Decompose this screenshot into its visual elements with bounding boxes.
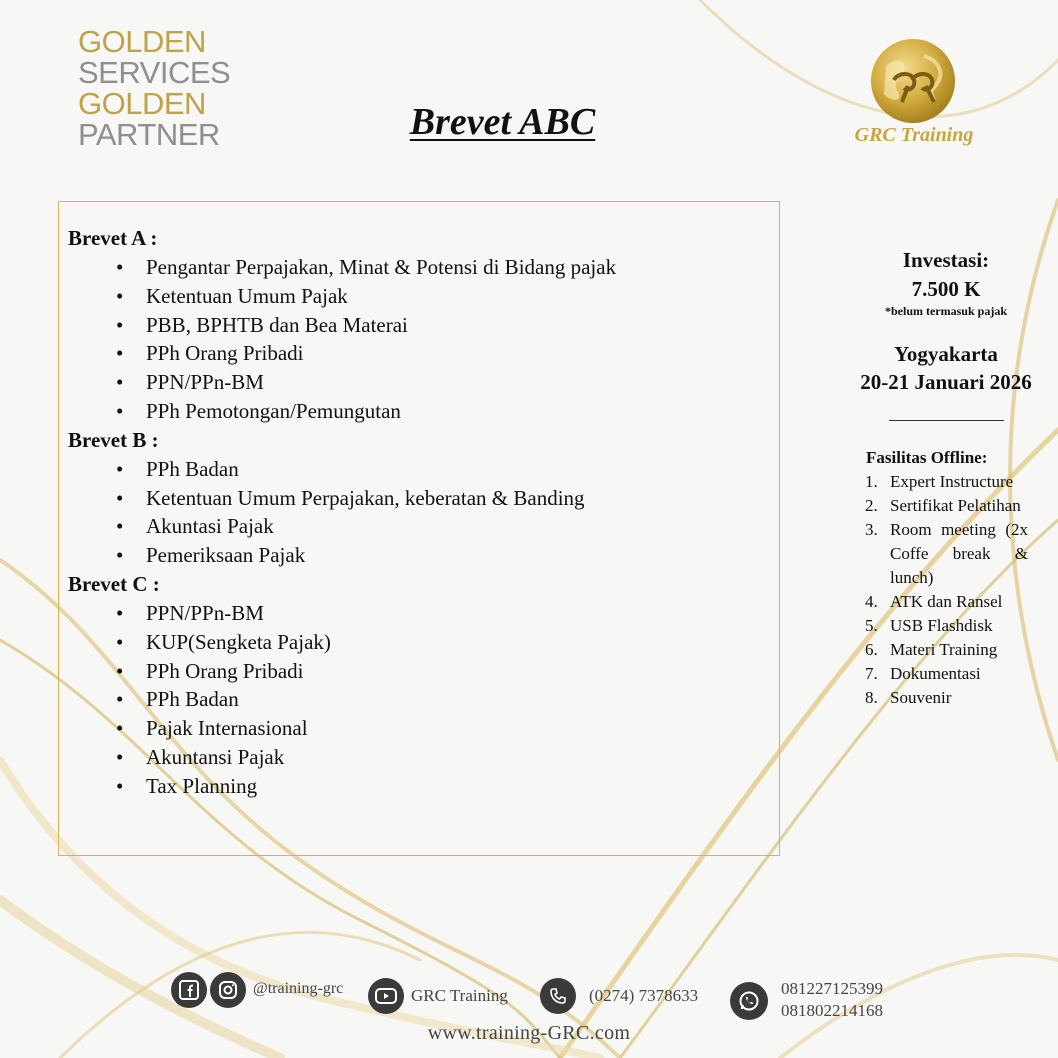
list-item: • PPN/PPn-BM	[116, 600, 264, 625]
list-item: 8. Souvenir	[865, 688, 952, 707]
list-item: 7. Dokumentasi	[865, 664, 981, 683]
whatsapp-icon[interactable]	[730, 982, 768, 1020]
list-item: 1. Expert Instructure	[865, 472, 1014, 491]
list-item: • Pengantar Perpajakan, Minat & Potensi di Bidang pajak	[116, 255, 617, 279]
brand-name: GRC Training	[854, 124, 974, 146]
group-heading: Brevet A :	[68, 226, 158, 250]
facilities-heading: Fasilitas Offline:	[866, 448, 988, 467]
globe-logo-icon	[868, 36, 958, 126]
list-item: 5. USB Flashdisk	[865, 616, 993, 635]
website-link[interactable]: www.training-GRC.com	[427, 1022, 631, 1044]
city-label: Yogyakarta	[894, 342, 998, 366]
list-item: • PBB, BPHTB dan Bea Materai	[116, 312, 408, 337]
list-item: 3. Room meeting (2x Coffe break & lunch)	[865, 520, 1028, 587]
list-item: 6. Materi Training	[865, 640, 998, 659]
tagline-line-1: GOLDEN	[78, 24, 206, 59]
price-value: 7.500 K	[911, 277, 981, 301]
list-item: • PPh Pemotongan/Pemungutan	[116, 398, 401, 423]
whatsapp-number[interactable]: 081802214168	[781, 1001, 883, 1020]
list-item: 2. Sertifikat Pelatihan	[865, 496, 1021, 515]
youtube-channel[interactable]: GRC Training	[411, 986, 508, 1005]
list-item: • Pemeriksaan Pajak	[116, 543, 306, 568]
brevet-c-group	[68, 570, 779, 801]
tagline-line-3: GOLDEN	[78, 86, 206, 121]
list-item: • KUP(Sengketa Pajak)	[116, 629, 331, 654]
phone-icon[interactable]	[540, 978, 576, 1014]
investment-label: Investasi:	[902, 248, 990, 272]
tagline-line-2: SERVICES	[78, 55, 231, 90]
facilities-list	[862, 446, 1028, 710]
syllabus-box	[58, 201, 780, 856]
tagline-line-4: PARTNER	[78, 117, 220, 152]
list-item: 4. ATK dan Ransel	[865, 592, 1003, 611]
brevet-a-group	[68, 224, 779, 426]
page-title: Brevet ABC	[409, 101, 596, 143]
contact-footer	[0, 960, 1058, 1058]
facebook-icon[interactable]	[171, 972, 207, 1008]
group-heading: Brevet C :	[68, 571, 160, 596]
whatsapp-number[interactable]: 081227125399	[781, 979, 883, 998]
social-handle[interactable]: @training-grc	[253, 980, 344, 997]
group-heading: Brevet B :	[68, 427, 159, 452]
list-item: • Tax Planning	[116, 773, 258, 798]
price-info	[838, 246, 1054, 396]
instagram-icon[interactable]	[210, 972, 246, 1008]
list-item: • Akuntansi Pajak	[116, 744, 285, 769]
phone-number[interactable]: (0274) 7378633	[589, 986, 699, 1005]
tax-note: *belum termasuk pajak	[884, 304, 1007, 318]
list-item: • PPh Orang Pribadi	[116, 658, 304, 683]
list-item: • PPh Orang Pribadi	[116, 341, 304, 366]
event-date: 20-21 Januari 2026	[860, 370, 1032, 394]
brevet-b-group	[68, 426, 779, 570]
list-item: • Pajak Internasional	[116, 716, 308, 741]
list-item: • Ketentuan Umum Perpajakan, keberatan & Banding	[116, 485, 585, 510]
whatsapp-numbers	[781, 978, 883, 1022]
grc-brand-logo	[838, 36, 990, 156]
list-item: • PPN/PPn-BM	[116, 370, 264, 395]
list-item: • PPh Badan	[116, 456, 239, 481]
list-item: • PPh Badan	[116, 687, 239, 712]
divider	[889, 420, 1004, 421]
youtube-icon[interactable]	[368, 978, 404, 1014]
list-item: • Ketentuan Umum Pajak	[116, 283, 348, 308]
list-item: • Akuntasi Pajak	[116, 514, 274, 539]
